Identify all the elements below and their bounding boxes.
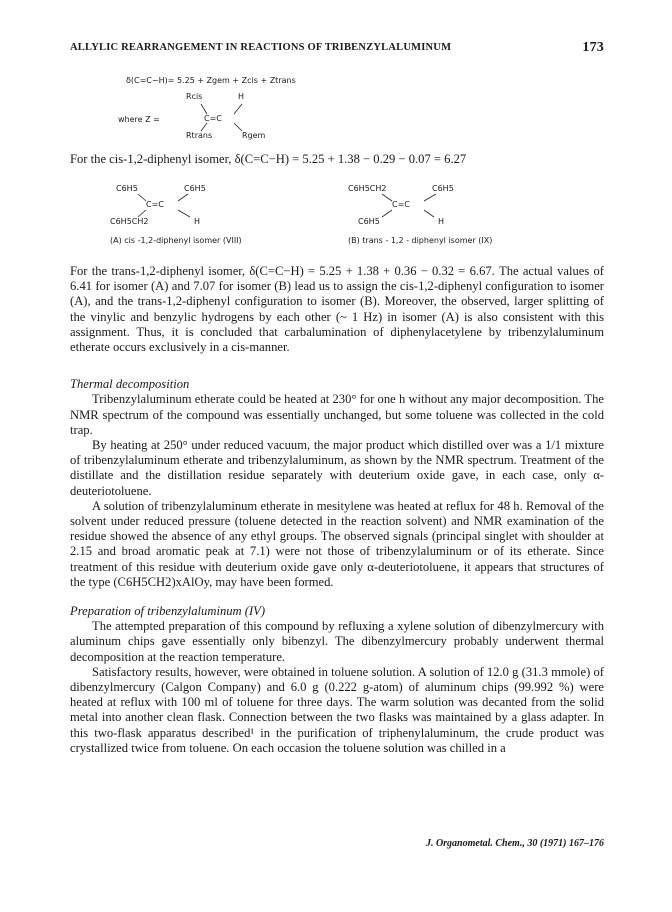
structure-a (110, 180, 310, 260)
substituent-diagram (180, 92, 266, 142)
shift-rule-equation: δ(C=C−H)= 5.25 + Zgem + Zcis + Ztrans (126, 76, 296, 85)
paragraph-prep-2: Satisfactory results, however, were obtained in toluene solution. A solution of 12.0 g (31.3 mmole) of dibenzylmercury (Calgon Company) and 6.0 g (0.222 g-atom) of aluminum chips (99.992 %) were heated at reflux with 100 ml of toluene for three days. The warm solution was decanted from the solid metal into another clean flask. Connection between the two flasks was maintained by a glass adapter. In this two-flask apparatus described¹ in the purification of triphenylaluminum, the crude product was crystallized twice from toluene. On each occasion the toluene solution was chilled in a (70, 664, 604, 755)
paragraph-thermal-2: By heating at 250° under reduced vacuum, the major product which distilled over was a 1/1 mixture of tribenzylaluminum etherate and tribenzylaluminum, as shown by the NMR spectrum. Treatment of the distillate and the distillation residue separately with deuterium oxide gave, in each case, only α-deuteriotoluene. (70, 438, 604, 498)
heading-thermal-decomposition: Thermal decomposition (70, 377, 190, 392)
main-text (70, 264, 604, 756)
running-head-title: ALLYLIC REARRANGEMENT IN REACTIONS OF TRIBENZYLALUMINUM (70, 42, 452, 53)
substituent-rgem: Rgem (242, 131, 266, 140)
structure-a-caption: (A) cis -1,2-diphenyl isomer (VIII) (110, 236, 242, 245)
page-number: 173 (582, 40, 604, 55)
structure-b-bonds (348, 180, 468, 230)
structure-b-top-left: C6H5CH2 (348, 184, 387, 193)
paragraph-thermal-1: Tribenzylaluminum etherate could be heated at 230° for one h without any major decomposition. The NMR spectrum of the compound was essentially unchanged, but some toluene was collected in the cold trap. (70, 392, 604, 437)
substituent-cc: C=C (204, 114, 222, 123)
structure-a-bottom-left: C6H5CH2 (110, 217, 149, 226)
where-label: where Z = (118, 115, 160, 124)
cis-line: For the cis-1,2-diphenyl isomer, δ(C=C−H) = 5.25 + 1.38 − 0.29 − 0.07 = 6.27 (70, 152, 467, 166)
structure-a-top-right: C6H5 (184, 184, 206, 193)
running-head (70, 42, 604, 53)
structure-b-bottom-right: H (438, 217, 445, 226)
structure-a-top-left: C6H5 (116, 184, 138, 193)
paragraph-thermal-3: A solution of tribenzylaluminum etherate in mesitylene was heated at reflux for 48 h. Removal of the solvent under reduced pressure (toluene detected in the reaction solvent) and NMR examination of the residue showed the absence of any ethyl groups. The observed signals (principal singlet with shoulder at 2.15 and broad aromatic peak at 7.1) were not those of tribenzylaluminum or of its etherate. Since treatment of this residue with deuterium oxide gave only α-deuteriotoluene, it appears that structures of the type (C6H5CH2)xAlOy, may have been formed. (70, 498, 604, 589)
paragraph-trans-isomer: For the trans-1,2-diphenyl isomer, δ(C=C−H) = 5.25 + 1.38 + 0.36 − 0.32 = 6.67. The actual values of 6.41 for isomer (A) and 7.07 for isomer (B) lead us to assign the cis-1,2-diphenyl configuration to isomer (A), and the trans-1,2-diphenyl configuration to isomer (B). Moreover, the observed, larger splitting of the vinylic and benzylic hydrogens by each other (~ 1 Hz) in isomer (A) is also consistent with this assignment. Thus, it is concluded that carbalumination of diphenylacetylene by tribenzylaluminum etherate occurs exclusively in a cis-manner. (70, 264, 604, 355)
structure-a-bonds (110, 180, 230, 230)
structure-b-top-right: C6H5 (432, 184, 454, 193)
substituent-h: H (238, 92, 245, 101)
heading-preparation: Preparation of tribenzylaluminum (IV) (70, 604, 266, 619)
paragraph-prep-1: The attempted preparation of this compound by refluxing a xylene solution of dibenzylmercury with aluminum chips gave essentially only bibenzyl. The dibenzylmercury probably underwent thermal decomposition at the reaction temperature. (70, 619, 604, 664)
journal-citation: J. Organometal. Chem., 30 (1971) 167–176 (425, 838, 604, 849)
structure-b-center: C=C (392, 200, 410, 209)
structure-b-bottom-left: C6H5 (358, 217, 380, 226)
substituent-bonds (180, 92, 260, 142)
structure-b-caption: (B) trans - 1,2 - diphenyl isomer (IX) (348, 236, 493, 245)
substituent-rtrans: Rtrans (186, 131, 213, 140)
structure-a-bottom-right: H (194, 217, 201, 226)
structure-a-center: C=C (146, 200, 164, 209)
substituent-rcis: Rcis (186, 92, 203, 101)
structure-b (348, 180, 578, 260)
